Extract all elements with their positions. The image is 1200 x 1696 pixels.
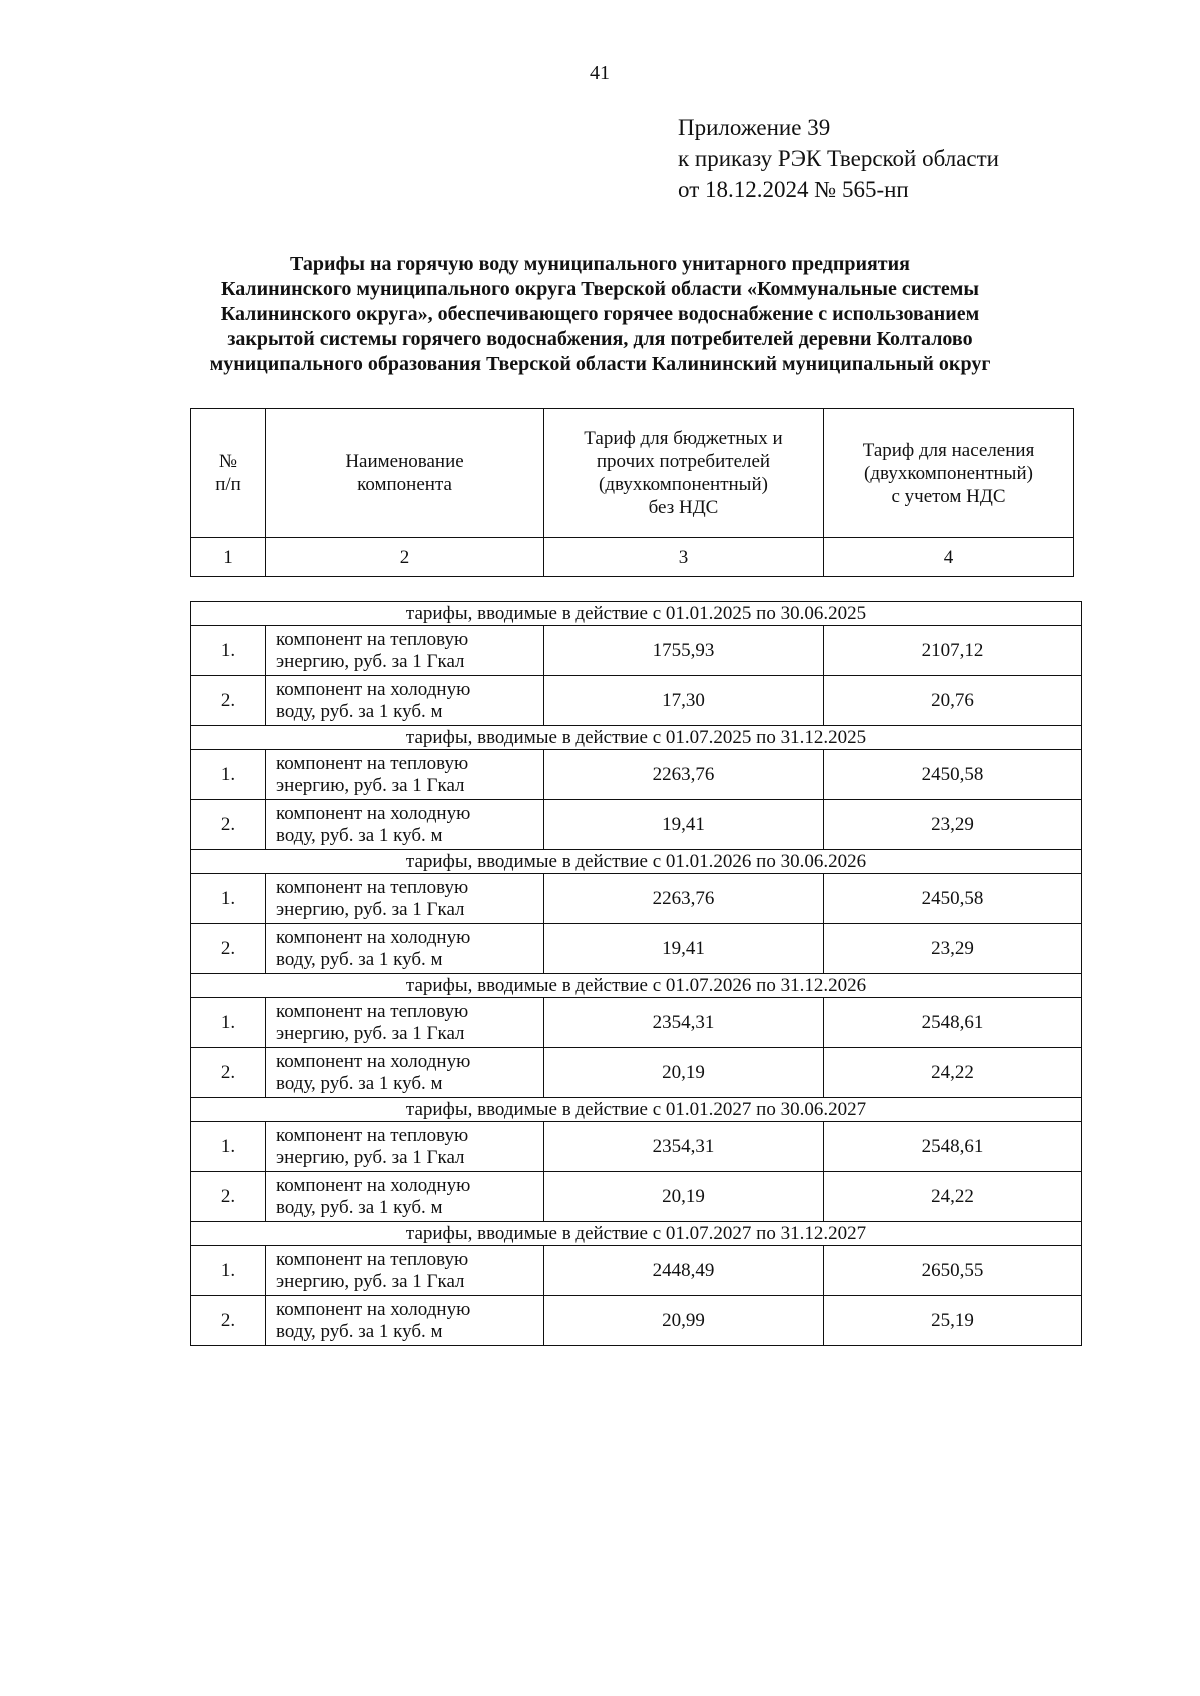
component-text: энергию, руб. за 1 Гкал (276, 1022, 465, 1044)
component-text: компонент на холодную (276, 802, 471, 824)
row-number: 2. (191, 1048, 266, 1098)
table-row (191, 924, 1082, 974)
period-row (191, 726, 1082, 750)
period-label: тарифы, вводимые в действие с 01.01.2027 по 30.06.2027 (191, 1098, 1082, 1122)
header-text: № (218, 451, 238, 472)
header-row (191, 409, 1074, 538)
header-budget-tariff-cell (544, 409, 824, 538)
component-text: компонент на холодную (276, 1050, 471, 1072)
header-population-tariff-cell (824, 409, 1074, 538)
period-label: тарифы, вводимые в действие с 01.07.2027 по 31.12.2027 (191, 1222, 1082, 1246)
component-text: энергию, руб. за 1 Гкал (276, 650, 465, 672)
header-text: (двухкомпонентный) (599, 474, 768, 495)
table-row (191, 998, 1082, 1048)
component-text: воду, руб. за 1 куб. м (276, 948, 443, 970)
row-number: 1. (191, 998, 266, 1048)
component-name (266, 998, 544, 1048)
row-number: 1. (191, 1246, 266, 1296)
component-name (266, 800, 544, 850)
budget-tariff-value: 19,41 (544, 800, 824, 850)
budget-tariff-value: 2354,31 (544, 998, 824, 1048)
component-text: воду, руб. за 1 куб. м (276, 700, 443, 722)
period-row (191, 602, 1082, 626)
appendix-line: Приложение 39 (678, 115, 831, 140)
component-name (266, 1296, 544, 1346)
table-row (191, 800, 1082, 850)
component-text: компонент на тепловую (276, 1124, 469, 1146)
component-text: энергию, руб. за 1 Гкал (276, 898, 465, 920)
appendix-line: от 18.12.2024 № 565-нп (678, 177, 909, 202)
population-tariff-value: 2548,61 (824, 1122, 1082, 1172)
component-text: компонент на тепловую (276, 876, 469, 898)
column-number-row (191, 538, 1074, 577)
header-text: с учетом НДС (891, 485, 1006, 507)
header-text: Тариф для бюджетных и (584, 428, 783, 449)
component-name (266, 924, 544, 974)
budget-tariff-value: 20,19 (544, 1172, 824, 1222)
header-text: компонента (357, 474, 452, 495)
table-row (191, 1296, 1082, 1346)
component-name (266, 1172, 544, 1222)
component-text: компонент на холодную (276, 678, 471, 700)
column-number: 3 (544, 538, 824, 577)
period-label: тарифы, вводимые в действие с 01.07.2026 по 31.12.2026 (191, 974, 1082, 998)
column-number: 1 (191, 538, 266, 577)
table-row (191, 874, 1082, 924)
budget-tariff-value: 20,19 (544, 1048, 824, 1098)
component-text: энергию, руб. за 1 Гкал (276, 1270, 465, 1292)
appendix-line: к приказу РЭК Тверской области (678, 146, 999, 171)
component-name (266, 1246, 544, 1296)
table-row (191, 1172, 1082, 1222)
column-number: 2 (266, 538, 544, 577)
tariff-values-body (191, 602, 1082, 1346)
component-text: энергию, руб. за 1 Гкал (276, 1146, 465, 1168)
table-row (191, 1122, 1082, 1172)
component-text: компонент на холодную (276, 1174, 471, 1196)
component-text: компонент на холодную (276, 1298, 471, 1320)
tariff-values-table (190, 601, 1082, 1346)
budget-tariff-value: 2263,76 (544, 874, 824, 924)
table-row (191, 676, 1082, 726)
budget-tariff-value: 2448,49 (544, 1246, 824, 1296)
row-number: 2. (191, 800, 266, 850)
table-row (191, 626, 1082, 676)
population-tariff-value: 2107,12 (824, 626, 1082, 676)
header-text: Наименование (345, 451, 464, 472)
period-row (191, 974, 1082, 998)
budget-tariff-value: 19,41 (544, 924, 824, 974)
row-number: 2. (191, 676, 266, 726)
period-label: тарифы, вводимые в действие с 01.01.2026 по 30.06.2026 (191, 850, 1082, 874)
population-tariff-value: 25,19 (824, 1296, 1082, 1346)
page-number: 41 (590, 62, 610, 84)
component-name (266, 874, 544, 924)
budget-tariff-value: 17,30 (544, 676, 824, 726)
population-tariff-value: 2450,58 (824, 750, 1082, 800)
population-tariff-value: 24,22 (824, 1172, 1082, 1222)
budget-tariff-value: 1755,93 (544, 626, 824, 676)
title-line: Калининского округа», обеспечивающего горячее водоснабжение с использованием (220, 303, 980, 325)
title-line: муниципального образования Тверской области Калининский муниципальный округ (209, 353, 991, 375)
period-row (191, 1098, 1082, 1122)
row-number: 1. (191, 750, 266, 800)
row-number: 2. (191, 924, 266, 974)
header-component-cell (266, 409, 544, 538)
component-name (266, 626, 544, 676)
row-number: 1. (191, 1122, 266, 1172)
component-text: компонент на тепловую (276, 628, 469, 650)
title-line: Калининского муниципального округа Тверской области «Коммунальные системы (220, 278, 980, 300)
period-row (191, 850, 1082, 874)
component-text: воду, руб. за 1 куб. м (276, 1072, 443, 1094)
title-line: Тарифы на горячую воду муниципального унитарного предприятия (290, 253, 910, 275)
population-tariff-value: 24,22 (824, 1048, 1082, 1098)
header-text: без НДС (648, 497, 719, 518)
table-row (191, 750, 1082, 800)
component-name (266, 1048, 544, 1098)
row-number: 1. (191, 626, 266, 676)
component-name (266, 676, 544, 726)
row-number: 2. (191, 1172, 266, 1222)
component-text: энергию, руб. за 1 Гкал (276, 774, 465, 796)
budget-tariff-value: 20,99 (544, 1296, 824, 1346)
column-number: 4 (824, 538, 1074, 577)
component-text: компонент на холодную (276, 926, 471, 948)
budget-tariff-value: 2354,31 (544, 1122, 824, 1172)
population-tariff-value: 2650,55 (824, 1246, 1082, 1296)
component-name (266, 750, 544, 800)
period-label: тарифы, вводимые в действие с 01.01.2025 по 30.06.2025 (191, 602, 1082, 626)
component-text: компонент на тепловую (276, 1248, 469, 1270)
header-text: (двухкомпонентный) (864, 462, 1033, 484)
row-number: 2. (191, 1296, 266, 1346)
title-line: закрытой системы горячего водоснабжения, для потребителей деревни Колталово (227, 328, 973, 350)
document-title (150, 252, 1050, 377)
population-tariff-value: 23,29 (824, 924, 1082, 974)
period-row (191, 1222, 1082, 1246)
table-row (191, 1048, 1082, 1098)
component-name (266, 1122, 544, 1172)
header-text: прочих потребителей (596, 451, 771, 472)
budget-tariff-value: 2263,76 (544, 750, 824, 800)
component-text: компонент на тепловую (276, 1000, 469, 1022)
header-number-cell (191, 409, 266, 538)
population-tariff-value: 23,29 (824, 800, 1082, 850)
component-text: воду, руб. за 1 куб. м (276, 1196, 443, 1218)
tariff-header-table (190, 408, 1074, 577)
header-text: п/п (215, 474, 241, 495)
row-number: 1. (191, 874, 266, 924)
header-text: Тариф для населения (862, 439, 1035, 461)
population-tariff-value: 2548,61 (824, 998, 1082, 1048)
population-tariff-value: 20,76 (824, 676, 1082, 726)
component-text: воду, руб. за 1 куб. м (276, 1320, 443, 1342)
table-row (191, 1246, 1082, 1296)
component-text: компонент на тепловую (276, 752, 469, 774)
population-tariff-value: 2450,58 (824, 874, 1082, 924)
appendix-reference (678, 112, 999, 205)
period-label: тарифы, вводимые в действие с 01.07.2025 по 31.12.2025 (191, 726, 1082, 750)
component-text: воду, руб. за 1 куб. м (276, 824, 443, 846)
